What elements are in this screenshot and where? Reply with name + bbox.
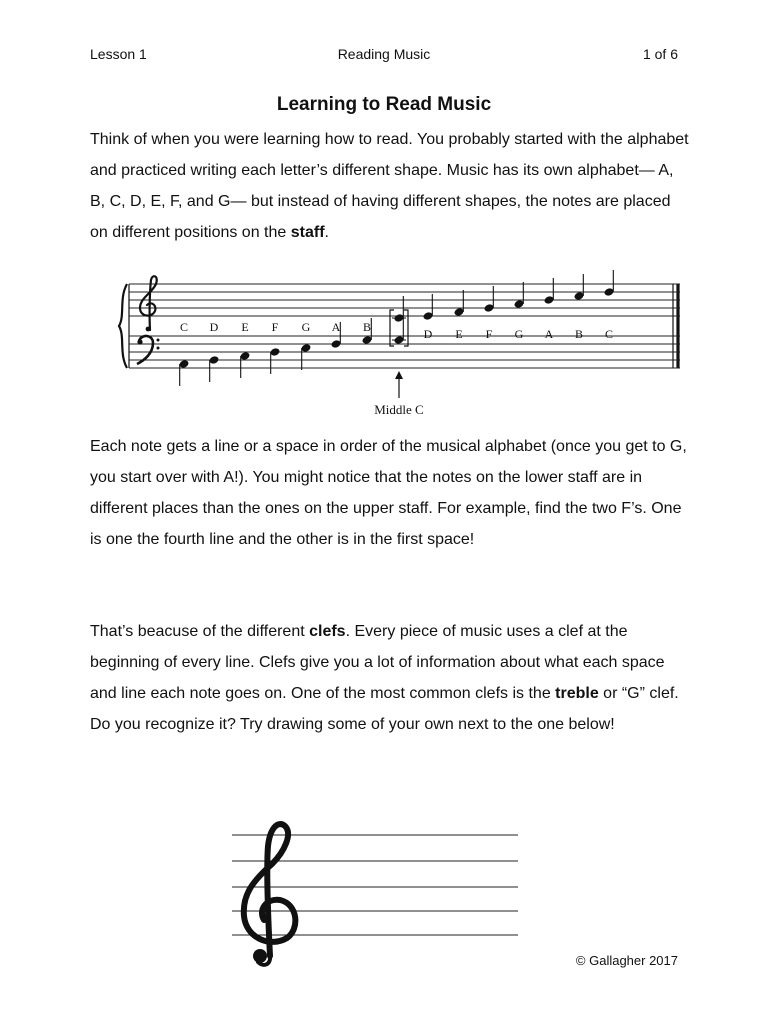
treble-staff <box>129 284 680 316</box>
clef-text-1: That’s beacuse of the different <box>90 623 310 640</box>
clef-paragraph <box>90 616 690 740</box>
bass-label-c: C <box>179 320 189 334</box>
page-number: 1 of 6 <box>642 46 678 62</box>
clef-text-2: . Every piece of music uses a clef at the beginning of every line. Clefs give you a lot of information about what each space and line each note goes on. One of the most common clefs is the <box>90 623 665 702</box>
treble-note <box>454 290 465 317</box>
grand-staff-figure <box>114 268 688 424</box>
treble-label-e: E <box>455 327 463 341</box>
bass-note <box>301 343 312 370</box>
treble-label-d: D <box>423 327 433 341</box>
bass-label-f: F <box>271 320 279 334</box>
bass-note <box>270 347 281 374</box>
bass-note <box>240 351 251 378</box>
bass-note <box>179 359 190 386</box>
treble-note <box>484 286 495 313</box>
treble-note <box>423 294 434 321</box>
middle-c-label: Middle C <box>374 402 424 417</box>
large-treble-clef-icon <box>244 824 296 965</box>
intro-paragraph <box>90 124 690 248</box>
middle-c-notes <box>392 296 406 345</box>
staff-term: staff <box>290 224 325 241</box>
bass-label-b: B <box>362 320 372 334</box>
treble-note <box>604 270 615 297</box>
treble-label-f: F <box>485 327 493 341</box>
page-title: Learning to Read Music <box>276 94 492 115</box>
treble-note <box>544 278 555 305</box>
bass-note <box>209 355 220 382</box>
bass-label-g: G <box>301 320 311 334</box>
copyright-notice: © Gallagher 2017 <box>575 953 678 968</box>
treble-label-g: G <box>514 327 524 341</box>
treble-label-c: C <box>604 327 614 341</box>
intro-text-2: . <box>324 224 329 241</box>
treble-term: treble <box>555 685 599 702</box>
middle-c-arrow-icon <box>395 371 403 398</box>
lesson-label: Lesson 1 <box>90 46 147 62</box>
bass-label-a: A <box>331 320 341 334</box>
clefs-term: clefs <box>309 623 346 640</box>
note-explanation-paragraph: Each note gets a line or a space in order of the musical alphabet (once you get to G, you start over with A!). You might notice that the notes on the lower staff are in different places than the ones on the upper staff. For example, find the two F’s. One is one the fourth line and the other is in the first space! <box>90 438 687 548</box>
intro-text-1: Think of when you were learning how to read. You probably started with the alphabet and practiced writing each letter’s different shape. Music has its own alphabet— A, B, C, D, E, F, and G— but instead of having different shapes, the notes are placed on different positions on the <box>90 131 689 241</box>
bass-label-e: E <box>241 320 249 334</box>
treble-note <box>514 282 525 309</box>
topic-label: Reading Music <box>337 46 431 62</box>
treble-label-a: A <box>544 327 554 341</box>
clef-text-3: or “G” clef. Do you recognize it? Try drawing some of your own next to the one below! <box>90 685 679 733</box>
treble-label-b: B <box>574 327 584 341</box>
treble-notes <box>423 270 615 321</box>
treble-note <box>574 274 585 301</box>
staff-brace <box>119 284 127 368</box>
practice-staff-figure[interactable] <box>230 816 526 976</box>
bass-label-d: D <box>209 320 219 334</box>
page-header <box>90 46 678 66</box>
practice-staff-lines <box>232 835 518 935</box>
